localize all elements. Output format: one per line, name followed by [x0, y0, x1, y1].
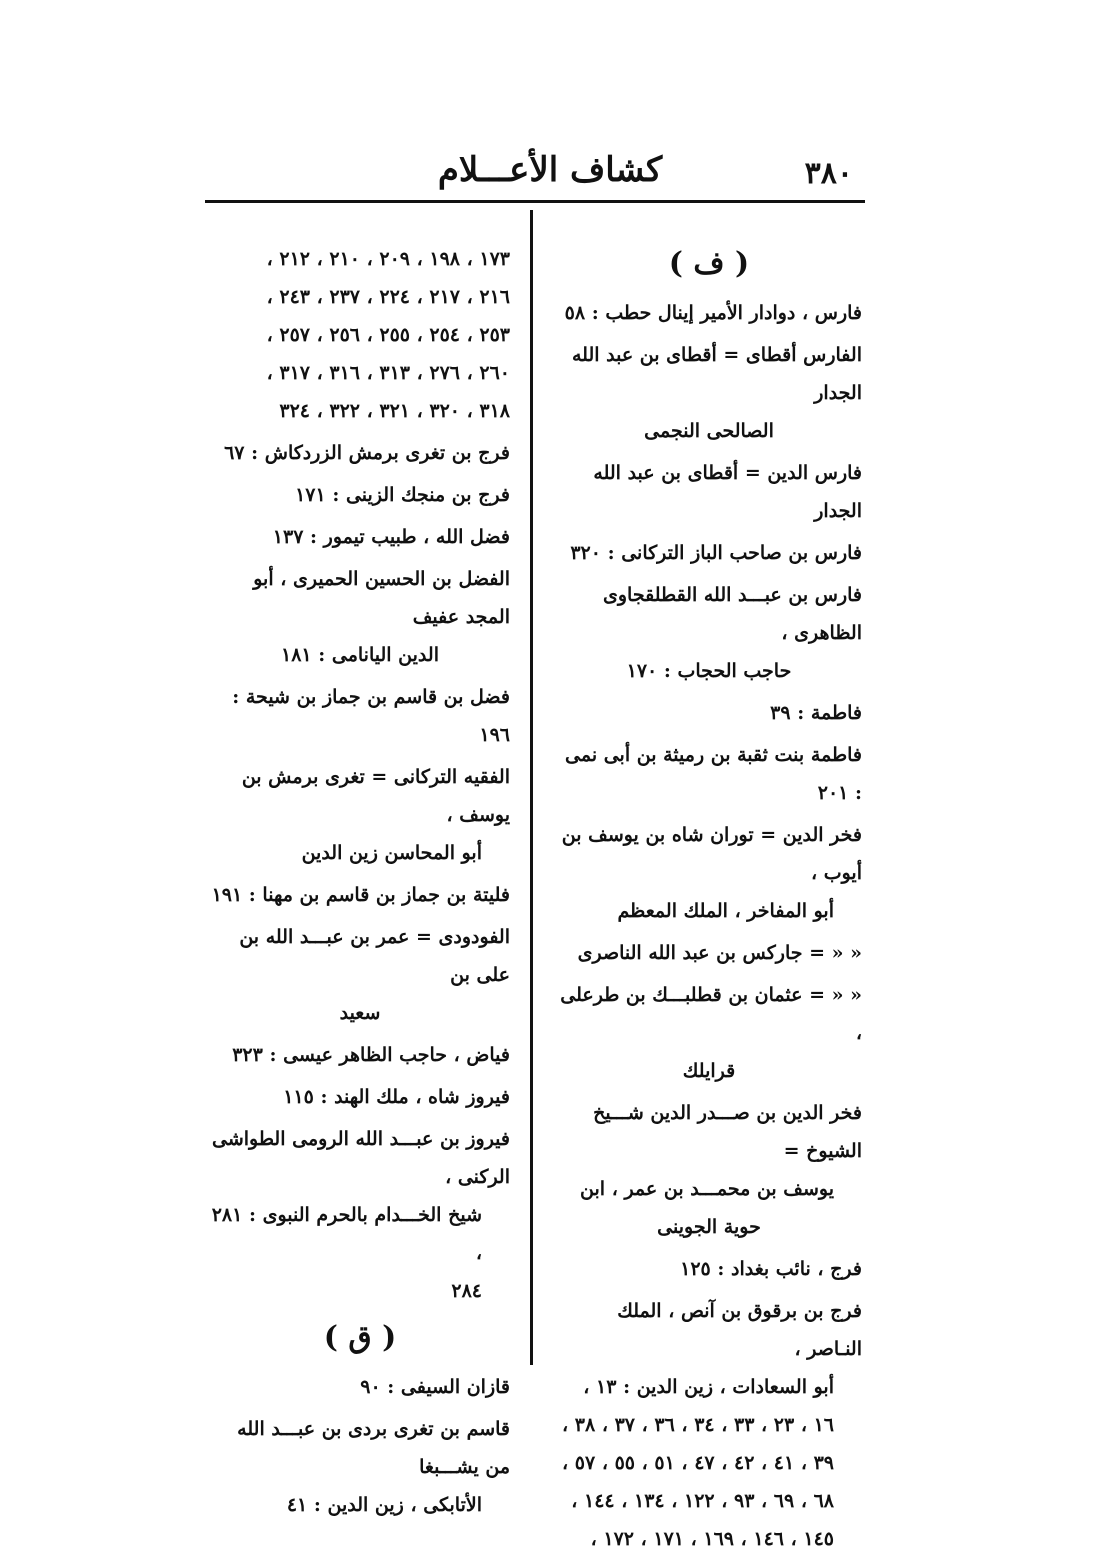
- index-entry: [556, 294, 862, 332]
- entry-continuation: الأتابكى ، زين الدين : ٤١: [286, 1494, 482, 1516]
- page-refs: ٢١٦ ، ٢١٧ ، ٢٢٤ ، ٢٣٧ ، ٢٤٣ ،: [266, 286, 510, 308]
- entry-continuation: قرايلك: [682, 1060, 736, 1082]
- right-column: [556, 240, 862, 1562]
- header-rule: [205, 200, 865, 203]
- index-entry: [556, 1250, 862, 1288]
- entry-text: الفارس أقطاى = أقطاى بن عبد الله الجدار: [571, 344, 862, 404]
- entry-continuation: أبو المحاسن زين الدين: [301, 842, 482, 864]
- page-refs: ٣١٨ ، ٣٢٠ ، ٣٢١ ، ٣٢٢ ، ٣٢٤: [279, 400, 510, 422]
- letter-heading-fa: ( ف ): [668, 246, 750, 281]
- entry-text: فاطمة بنت ثقبة بن رميثة بن أبى نمى : ٢٠١: [565, 744, 862, 804]
- index-entry: [210, 1036, 510, 1074]
- entry-text: « « = عثمان بن قطلبـــك بن طرعلى ،: [560, 984, 862, 1044]
- index-entry: [556, 576, 862, 690]
- entry-text: فيروز شاه ، ملك الهند : ١١٥: [283, 1086, 510, 1108]
- index-entry: [210, 1410, 510, 1524]
- index-entry: [210, 240, 510, 430]
- entry-text: الفودودى = عمر بن عبـــد الله بن على بن: [239, 926, 510, 986]
- entry-continuation: الصالحى النجمى: [644, 420, 774, 442]
- page-refs: ١٦ ، ٢٣ ، ٣٣ ، ٣٤ ، ٣٦ ، ٣٧ ، ٣٨ ،: [562, 1414, 834, 1436]
- entry-continuation: يوسف بن محمـــد بن عمر ، ابن: [580, 1178, 834, 1200]
- index-entry: [210, 518, 510, 556]
- index-entry: [556, 336, 862, 450]
- page-refs: ١٧٣ ، ١٩٨ ، ٢٠٩ ، ٢١٠ ، ٢١٢ ،: [266, 248, 510, 270]
- entry-text: فاطمة : ٣٩: [770, 702, 862, 724]
- entry-text: فيروز بن عبـــد الله الرومى الطواشى الركنى ،: [211, 1128, 510, 1188]
- index-entry: [556, 976, 862, 1090]
- entry-text: فياض ، حاجب الظاهر عيسى : ٣٢٣: [232, 1044, 510, 1066]
- entry-text: فرج بن تغرى برمش الزردكاش : ٦٧: [224, 442, 510, 464]
- page-refs: ٢٦٠ ، ٢٧٦ ، ٣١٣ ، ٣١٦ ، ٣١٧ ،: [266, 362, 510, 384]
- index-entry: [556, 1292, 862, 1558]
- running-title: كشاف الأعـــلام: [437, 150, 663, 190]
- entry-text: فرج ، نائب بغداد : ١٢٥: [680, 1258, 862, 1280]
- index-entry: [210, 1368, 510, 1406]
- entry-text: قازان السيفى : ٩٠: [360, 1376, 510, 1398]
- entry-text: فارس بن عبـــد الله القطلقجاوى الظاهرى ،: [602, 584, 862, 644]
- index-entry: [210, 1078, 510, 1116]
- entry-continuation: حاجب الحجاب : ١٧٠: [626, 660, 792, 682]
- column-divider: [530, 210, 533, 1365]
- index-entry: [556, 934, 862, 972]
- left-column: [210, 240, 510, 1528]
- index-entry: [210, 1120, 510, 1310]
- index-entry: [210, 476, 510, 514]
- entry-continuation: حوية الجوينى: [657, 1216, 761, 1238]
- index-entry: [210, 434, 510, 472]
- index-entry: [556, 1094, 862, 1246]
- entry-text: فرج بن منجك الزينى : ١٧١: [295, 484, 510, 506]
- index-entry: [556, 736, 862, 812]
- index-entry: [210, 876, 510, 914]
- entry-text: الفضل بن الحسين الحميرى ، أبو المجد عفيف: [253, 568, 510, 628]
- entry-text: فخر الدين = توران شاه بن يوسف بن أيوب ،: [561, 824, 862, 884]
- page-refs: ٣٩ ، ٤١ ، ٤٢ ، ٤٧ ، ٥١ ، ٥٥ ، ٥٧ ،: [562, 1452, 834, 1474]
- entry-text: فضل بن قاسم بن جماز بن شيحة : ١٩٦: [232, 686, 510, 746]
- entry-continuation: سعيد: [339, 1002, 381, 1024]
- entry-continuation: الدين اليانامى : ١٨١: [281, 644, 439, 666]
- letter-heading-qaf: ( ق ): [323, 1320, 397, 1355]
- entry-text: فليتة بن جماز بن قاسم بن مهنا : ١٩١: [211, 884, 510, 906]
- entry-text: قاسم بن تغرى بردى بن عبـــد الله من يشـــبغا: [237, 1418, 510, 1478]
- index-entry: [210, 678, 510, 754]
- entry-continuation: شيخ الخـــدام بالحرم النبوى : ٢٨١ ،: [211, 1204, 482, 1264]
- entry-continuation: أبو السعادات ، زين الدين : ١٣ ،: [583, 1376, 834, 1398]
- entry-text: فضل الله ، طبيب تيمور : ١٣٧: [272, 526, 510, 548]
- entry-text: فارس ، دوادار الأمير إينال حطب : ٥٨: [564, 302, 862, 324]
- index-entry: [210, 918, 510, 1032]
- entry-continuation: أبو المفاخر ، الملك المعظم: [617, 900, 834, 922]
- page-number: ٣٨٠: [804, 156, 853, 191]
- entry-text: فخر الدين بن صـــدر الدين شـــيخ الشيوخ =: [593, 1102, 862, 1162]
- page-header: [205, 150, 865, 196]
- page-refs: ١٤٥ ، ١٤٦ ، ١٦٩ ، ١٧١ ، ١٧٢ ،: [590, 1528, 834, 1550]
- index-entry: [556, 816, 862, 930]
- entry-text: « « = جاركس بن عبد الله الناصرى: [577, 942, 862, 964]
- index-entry: [210, 560, 510, 674]
- entry-text: فارس الدين = أقطاى بن عبد الله الجدار: [593, 462, 862, 522]
- entry-text: فارس بن صاحب الباز التركانى : ٣٢٠: [570, 542, 862, 564]
- index-entry: [210, 758, 510, 872]
- page-refs: ٦٨ ، ٦٩ ، ٩٣ ، ١٢٢ ، ١٣٤ ، ١٤٤ ،: [571, 1490, 834, 1512]
- index-entry: [556, 694, 862, 732]
- index-entry: [556, 534, 862, 572]
- index-entry: [556, 454, 862, 530]
- entry-text: فرج بن برقوق بن آنص ، الملك النـاصر ،: [617, 1300, 862, 1360]
- entry-continuation: ٢٨٤: [451, 1280, 482, 1302]
- page-refs: ٢٥٣ ، ٢٥٤ ، ٢٥٥ ، ٢٥٦ ، ٢٥٧ ،: [266, 324, 510, 346]
- entry-text: الفقيه التركانى = تغرى برمش بن يوسف ،: [241, 766, 510, 826]
